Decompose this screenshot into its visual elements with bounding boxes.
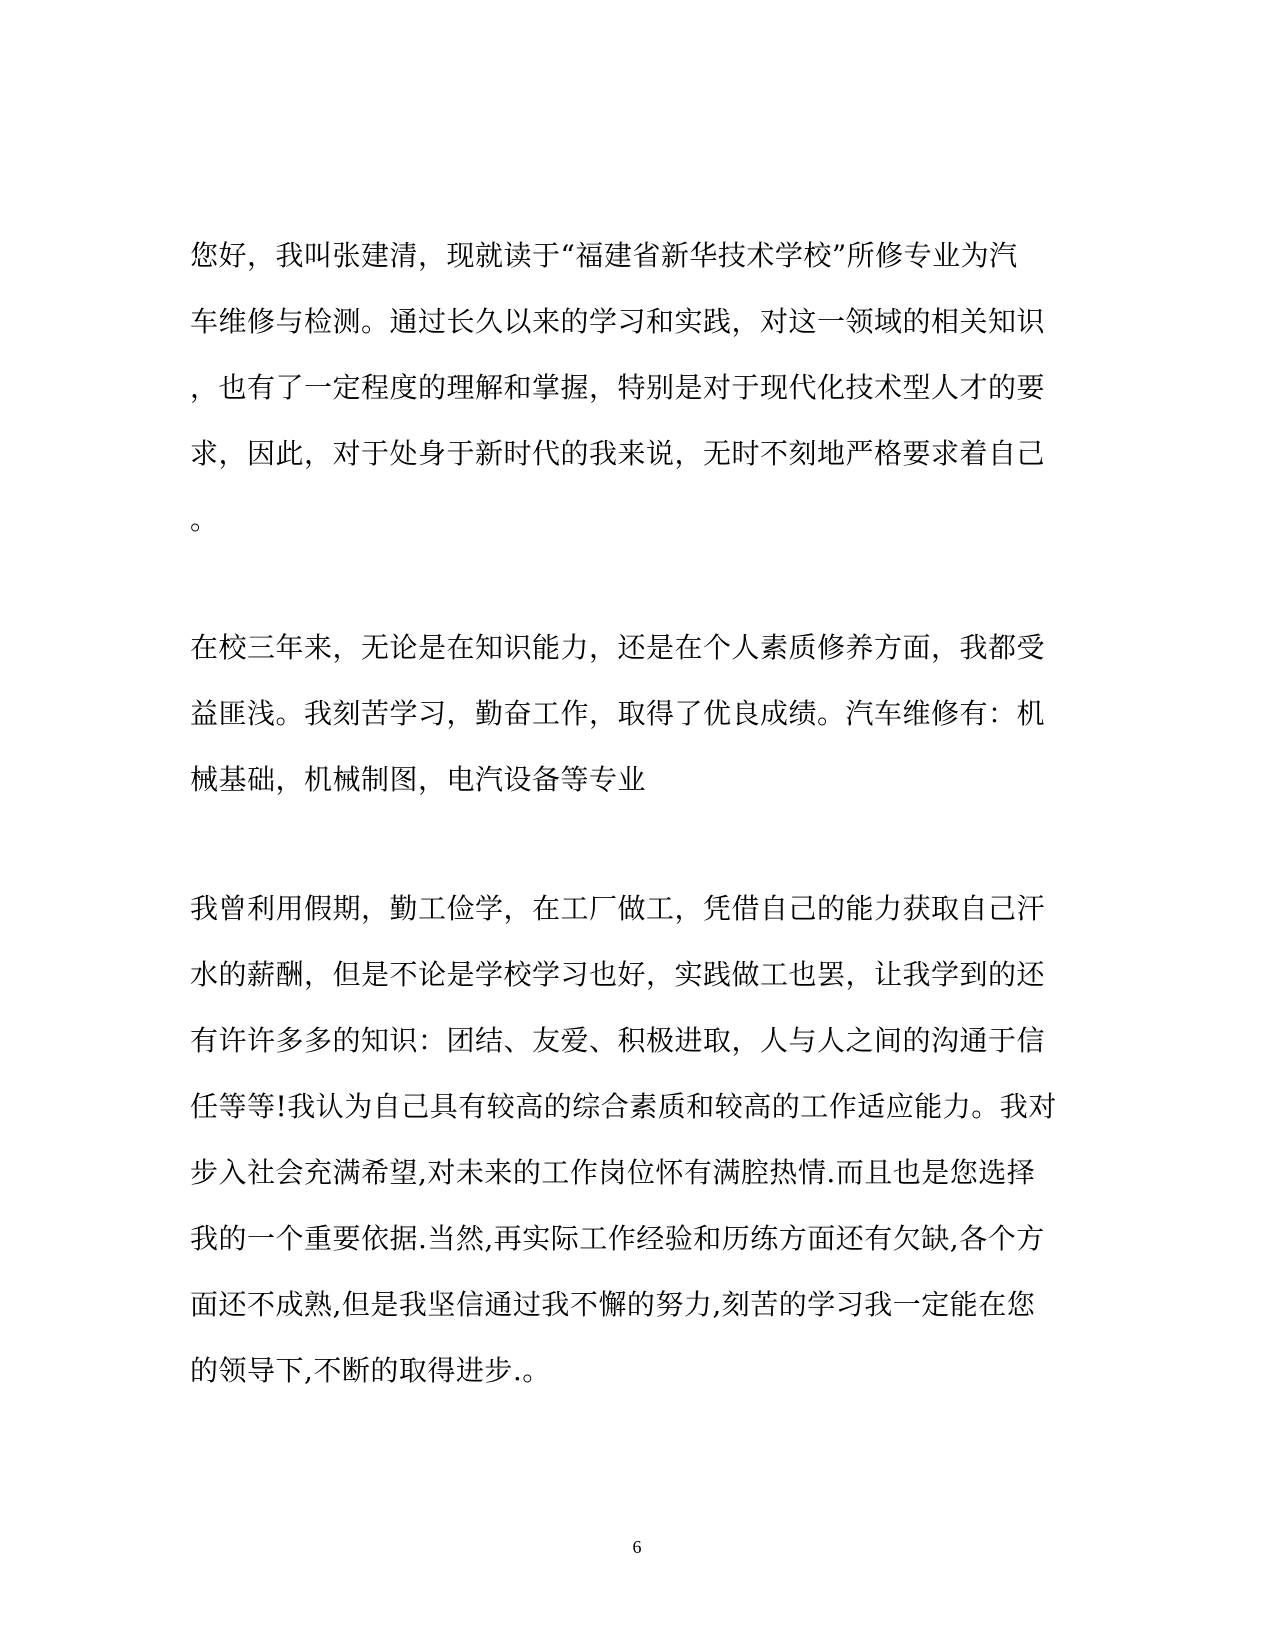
- text-line: 求，因此，对于处身于新时代的我来说，无时不刻地严格要求着自己: [190, 437, 1046, 470]
- text-line: 水的薪酬，但是不论是学校学习也好，实践做工也罢，让我学到的还: [190, 958, 1046, 991]
- text-line: 械基础，机械制图，电汽设备等专业: [190, 763, 647, 796]
- paragraph-introduction: [190, 223, 1090, 553]
- text-line: 。: [190, 503, 219, 536]
- text-line: 的领导下,不断的取得进步.。: [190, 1354, 551, 1387]
- text-line: 任等等!我认为自己具有较高的综合素质和较高的工作适应能力。我对: [190, 1090, 1057, 1123]
- page-number: 6: [632, 1537, 642, 1557]
- text-line: 面还不成熟,但是我坚信通过我不懈的努力,刻苦的学习我一定能在您: [190, 1288, 1036, 1321]
- text-line: 我曾利用假期，勤工俭学，在工厂做工，凭借自己的能力获取自己汗: [190, 892, 1046, 925]
- text-line: 有许许多多的知识：团结、友爱、积极进取，人与人之间的沟通于信: [190, 1024, 1046, 1057]
- text-line: ，也有了一定程度的理解和掌握，特别是对于现代化技术型人才的要: [190, 371, 1046, 404]
- text-line: 益匪浅。我刻苦学习，勤奋工作，取得了优良成绩。汽车维修有：机: [190, 697, 1046, 730]
- text-line: 我的一个重要依据.当然,再实际工作经验和历练方面还有欠缺,各个方: [190, 1222, 1045, 1255]
- text-line: 步入社会充满希望,对未来的工作岗位怀有满腔热情.而且也是您选择: [190, 1156, 1036, 1189]
- text-line: 您好，我叫张建清，现就读于“福建省新华技术学校”所修专业为汽: [190, 239, 1018, 272]
- text-line: 在校三年来，无论是在知识能力，还是在个人素质修养方面，我都受: [190, 631, 1046, 664]
- text-line: 车维修与检测。通过长久以来的学习和实践，对这一领域的相关知识: [190, 305, 1046, 338]
- paragraph-work-experience: [190, 876, 1090, 1404]
- paragraph-school-study: [190, 615, 1090, 813]
